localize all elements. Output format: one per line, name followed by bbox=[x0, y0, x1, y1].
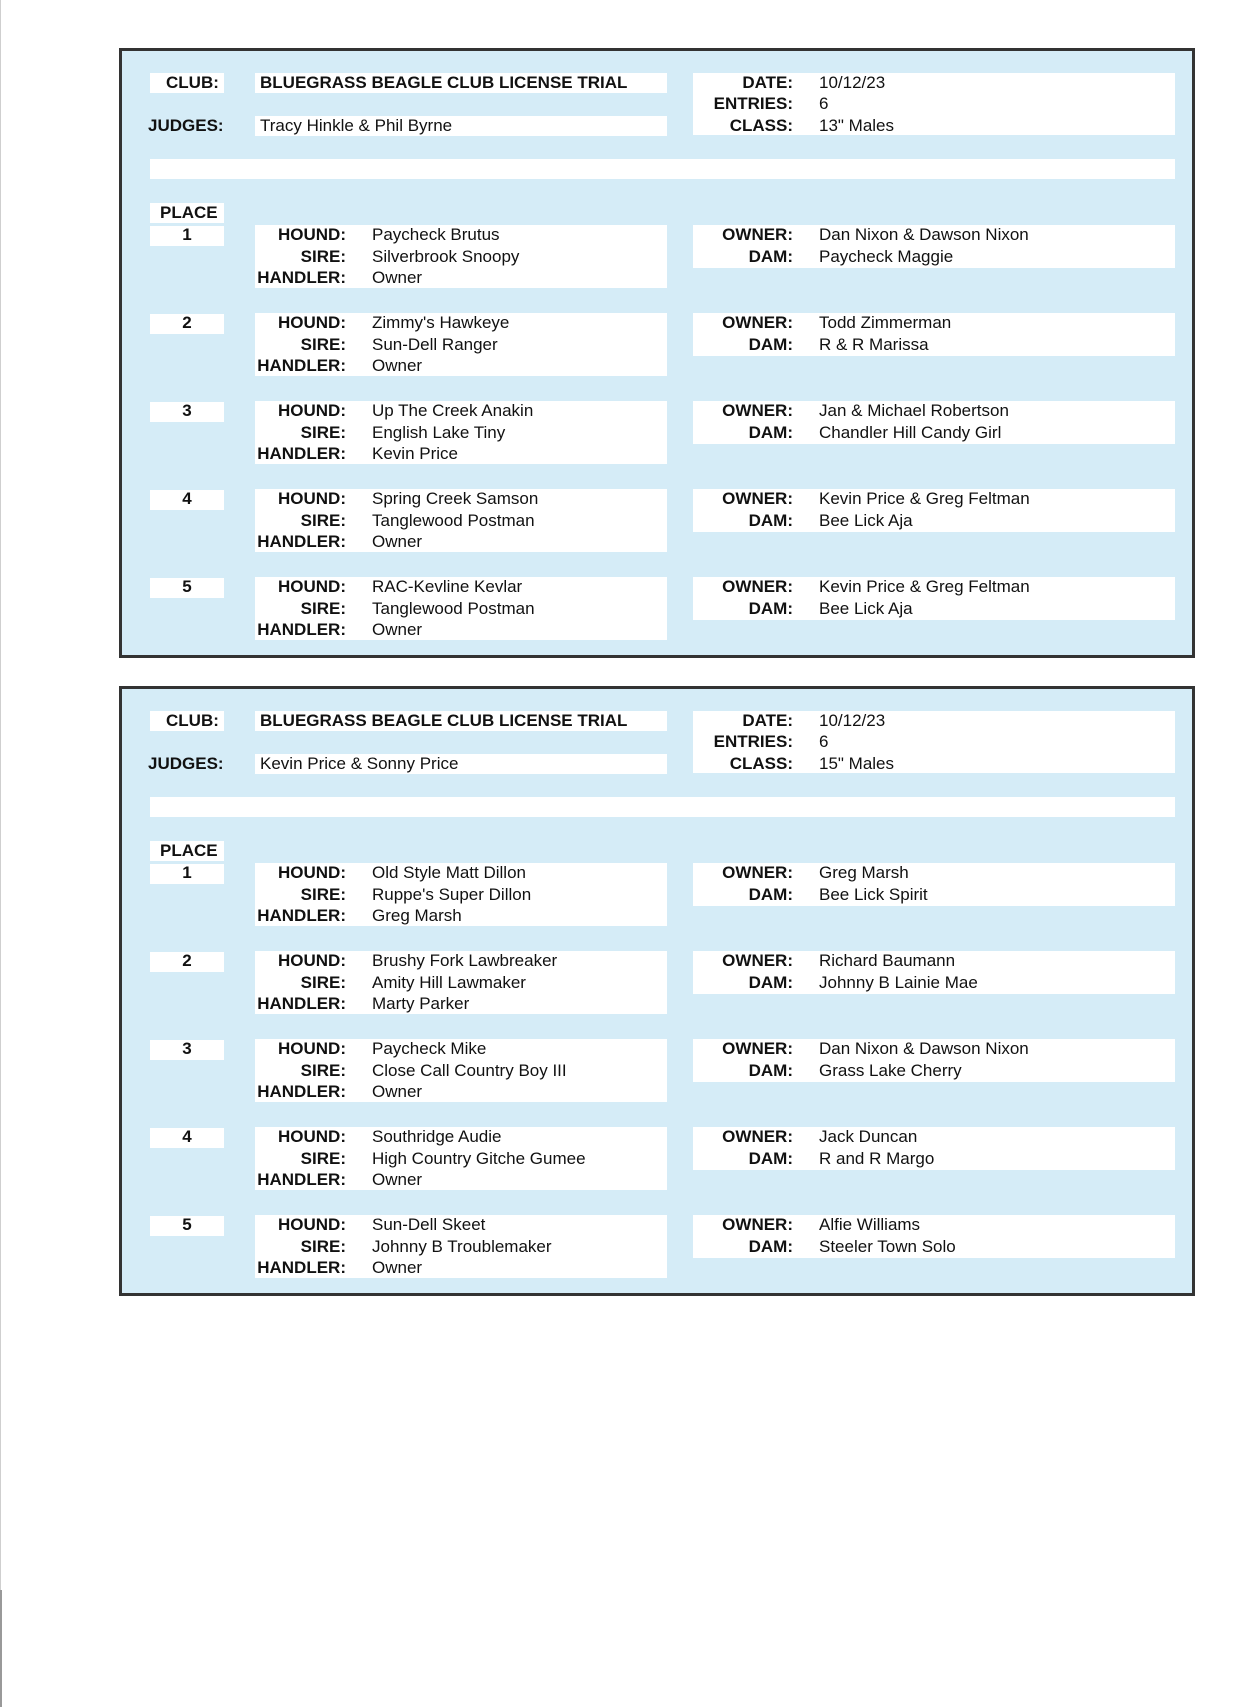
hound-label: HOUND: bbox=[278, 863, 346, 882]
sire-label: SIRE: bbox=[300, 511, 346, 530]
owner-name: Alfie Williams bbox=[819, 1215, 921, 1234]
sire-name: Tanglewood Postman bbox=[372, 511, 535, 530]
trial-results-panel-1 bbox=[119, 48, 1195, 658]
hound-label: HOUND: bbox=[278, 401, 346, 420]
sire-label: SIRE: bbox=[300, 423, 346, 442]
owner-name: Dan Nixon & Dawson Nixon bbox=[819, 225, 1029, 244]
place-number: 4 bbox=[182, 1127, 192, 1146]
handler-name: Owner bbox=[372, 1170, 423, 1189]
sire-name: Close Call Country Boy III bbox=[372, 1061, 567, 1080]
handler-label: HANDLER: bbox=[257, 906, 346, 925]
handler-label: HANDLER: bbox=[257, 356, 346, 375]
dam-label: DAM: bbox=[748, 1061, 793, 1080]
place-number: 3 bbox=[182, 1039, 192, 1058]
handler-label: HANDLER: bbox=[257, 444, 346, 463]
dam-label: DAM: bbox=[748, 1149, 793, 1168]
date-label: DATE: bbox=[742, 73, 793, 92]
dam-label: DAM: bbox=[748, 599, 793, 618]
owner-label: OWNER: bbox=[722, 313, 793, 332]
owner-name: Kevin Price & Greg Feltman bbox=[819, 577, 1030, 596]
handler-label: HANDLER: bbox=[257, 1082, 346, 1101]
sire-name: English Lake Tiny bbox=[372, 423, 506, 442]
handler-label: HANDLER: bbox=[257, 1170, 346, 1189]
handler-label: HANDLER: bbox=[257, 994, 346, 1013]
sire-label: SIRE: bbox=[300, 1061, 346, 1080]
hound-label: HOUND: bbox=[278, 313, 346, 332]
sire-label: SIRE: bbox=[300, 335, 346, 354]
handler-name: Owner bbox=[372, 620, 423, 639]
owner-label: OWNER: bbox=[722, 1039, 793, 1058]
page-edge-shadow bbox=[0, 1590, 2, 1707]
dam-name: Bee Lick Spirit bbox=[819, 885, 928, 904]
spacer-bar bbox=[150, 159, 1175, 179]
dam-label: DAM: bbox=[748, 1237, 793, 1256]
sire-name: Silverbrook Snoopy bbox=[372, 247, 520, 266]
handler-name: Owner bbox=[372, 532, 423, 551]
sire-label: SIRE: bbox=[300, 973, 346, 992]
sire-name: Sun-Dell Ranger bbox=[372, 335, 498, 354]
class-label: CLASS: bbox=[729, 754, 793, 773]
sire-label: SIRE: bbox=[300, 1149, 346, 1168]
dam-name: Bee Lick Aja bbox=[819, 511, 913, 530]
hound-name: RAC-Kevline Kevlar bbox=[372, 577, 523, 596]
handler-label: HANDLER: bbox=[257, 1258, 346, 1277]
owner-label: OWNER: bbox=[722, 863, 793, 882]
hound-label: HOUND: bbox=[278, 225, 346, 244]
handler-name: Owner bbox=[372, 1082, 423, 1101]
sire-label: SIRE: bbox=[300, 885, 346, 904]
hound-label: HOUND: bbox=[278, 489, 346, 508]
handler-label: HANDLER: bbox=[257, 532, 346, 551]
class-value: 15" Males bbox=[819, 754, 895, 773]
club-name: BLUEGRASS BEAGLE CLUB LICENSE TRIAL bbox=[260, 73, 628, 92]
owner-name: Jack Duncan bbox=[819, 1127, 918, 1146]
handler-name: Owner bbox=[372, 268, 423, 287]
handler-name: Greg Marsh bbox=[372, 906, 462, 925]
owner-label: OWNER: bbox=[722, 489, 793, 508]
hound-label: HOUND: bbox=[278, 951, 346, 970]
dam-label: DAM: bbox=[748, 511, 793, 530]
trial-results-panel-2 bbox=[119, 686, 1195, 1296]
dam-name: Chandler Hill Candy Girl bbox=[819, 423, 1002, 442]
place-number: 1 bbox=[182, 863, 192, 882]
club-name: BLUEGRASS BEAGLE CLUB LICENSE TRIAL bbox=[260, 711, 628, 730]
date-label: DATE: bbox=[742, 711, 793, 730]
hound-name: Sun-Dell Skeet bbox=[372, 1215, 486, 1234]
owner-label: OWNER: bbox=[722, 577, 793, 596]
judges-label: JUDGES: bbox=[148, 754, 224, 773]
handler-label: HANDLER: bbox=[257, 268, 346, 287]
judges-value: Tracy Hinkle & Phil Byrne bbox=[260, 116, 453, 135]
place-number: 4 bbox=[182, 489, 192, 508]
handler-name: Marty Parker bbox=[372, 994, 470, 1013]
dam-name: Grass Lake Cherry bbox=[819, 1061, 962, 1080]
hound-name: Paycheck Brutus bbox=[372, 225, 500, 244]
club-label: CLUB: bbox=[166, 73, 219, 92]
dam-label: DAM: bbox=[748, 423, 793, 442]
sire-label: SIRE: bbox=[300, 1237, 346, 1256]
dam-label: DAM: bbox=[748, 335, 793, 354]
place-number: 2 bbox=[182, 951, 192, 970]
owner-name: Jan & Michael Robertson bbox=[819, 401, 1009, 420]
club-label: CLUB: bbox=[166, 711, 219, 730]
owner-label: OWNER: bbox=[722, 951, 793, 970]
sire-label: SIRE: bbox=[300, 599, 346, 618]
class-value: 13" Males bbox=[819, 116, 895, 135]
hound-label: HOUND: bbox=[278, 1127, 346, 1146]
handler-name: Owner bbox=[372, 356, 423, 375]
hound-name: Up The Creek Anakin bbox=[372, 401, 534, 420]
page-edge-line bbox=[0, 0, 1, 1707]
dam-name: Bee Lick Aja bbox=[819, 599, 913, 618]
hound-name: Paycheck Mike bbox=[372, 1039, 487, 1058]
hound-name: Zimmy's Hawkeye bbox=[372, 313, 510, 332]
place-header: PLACE bbox=[160, 203, 218, 222]
place-number: 1 bbox=[182, 225, 192, 244]
sire-name: Amity Hill Lawmaker bbox=[372, 973, 526, 992]
owner-name: Kevin Price & Greg Feltman bbox=[819, 489, 1030, 508]
dam-name: Steeler Town Solo bbox=[819, 1237, 956, 1256]
place-number: 5 bbox=[182, 1215, 192, 1234]
sire-name: Tanglewood Postman bbox=[372, 599, 535, 618]
owner-label: OWNER: bbox=[722, 225, 793, 244]
dam-label: DAM: bbox=[748, 247, 793, 266]
hound-name: Brushy Fork Lawbreaker bbox=[372, 951, 558, 970]
entries-label: ENTRIES: bbox=[713, 94, 793, 113]
dam-label: DAM: bbox=[748, 885, 793, 904]
date-value: 10/12/23 bbox=[819, 73, 886, 92]
place-number: 5 bbox=[182, 577, 192, 596]
hound-label: HOUND: bbox=[278, 1215, 346, 1234]
dam-name: R and R Margo bbox=[819, 1149, 935, 1168]
owner-name: Greg Marsh bbox=[819, 863, 909, 882]
sire-name: High Country Gitche Gumee bbox=[372, 1149, 586, 1168]
handler-name: Owner bbox=[372, 1258, 423, 1277]
entries-value: 6 bbox=[819, 94, 829, 113]
place-number: 2 bbox=[182, 313, 192, 332]
owner-name: Richard Baumann bbox=[819, 951, 956, 970]
entries-label: ENTRIES: bbox=[713, 732, 793, 751]
class-label: CLASS: bbox=[729, 116, 793, 135]
dam-label: DAM: bbox=[748, 973, 793, 992]
hound-name: Spring Creek Samson bbox=[372, 489, 539, 508]
handler-label: HANDLER: bbox=[257, 620, 346, 639]
owner-name: Dan Nixon & Dawson Nixon bbox=[819, 1039, 1029, 1058]
owner-label: OWNER: bbox=[722, 1215, 793, 1234]
hound-label: HOUND: bbox=[278, 1039, 346, 1058]
judges-value: Kevin Price & Sonny Price bbox=[260, 754, 459, 773]
sire-name: Ruppe's Super Dillon bbox=[372, 885, 532, 904]
dam-name: R & R Marissa bbox=[819, 335, 929, 354]
sire-label: SIRE: bbox=[300, 247, 346, 266]
hound-name: Southridge Audie bbox=[372, 1127, 502, 1146]
owner-label: OWNER: bbox=[722, 1127, 793, 1146]
place-header: PLACE bbox=[160, 841, 218, 860]
hound-name: Old Style Matt Dillon bbox=[372, 863, 526, 882]
dam-name: Paycheck Maggie bbox=[819, 247, 954, 266]
place-number: 3 bbox=[182, 401, 192, 420]
date-value: 10/12/23 bbox=[819, 711, 886, 730]
handler-name: Kevin Price bbox=[372, 444, 458, 463]
sire-name: Johnny B Troublemaker bbox=[372, 1237, 552, 1256]
owner-name: Todd Zimmerman bbox=[819, 313, 952, 332]
judges-label: JUDGES: bbox=[148, 116, 224, 135]
entries-value: 6 bbox=[819, 732, 829, 751]
dam-name: Johnny B Lainie Mae bbox=[819, 973, 978, 992]
owner-label: OWNER: bbox=[722, 401, 793, 420]
spacer-bar bbox=[150, 797, 1175, 817]
hound-label: HOUND: bbox=[278, 577, 346, 596]
